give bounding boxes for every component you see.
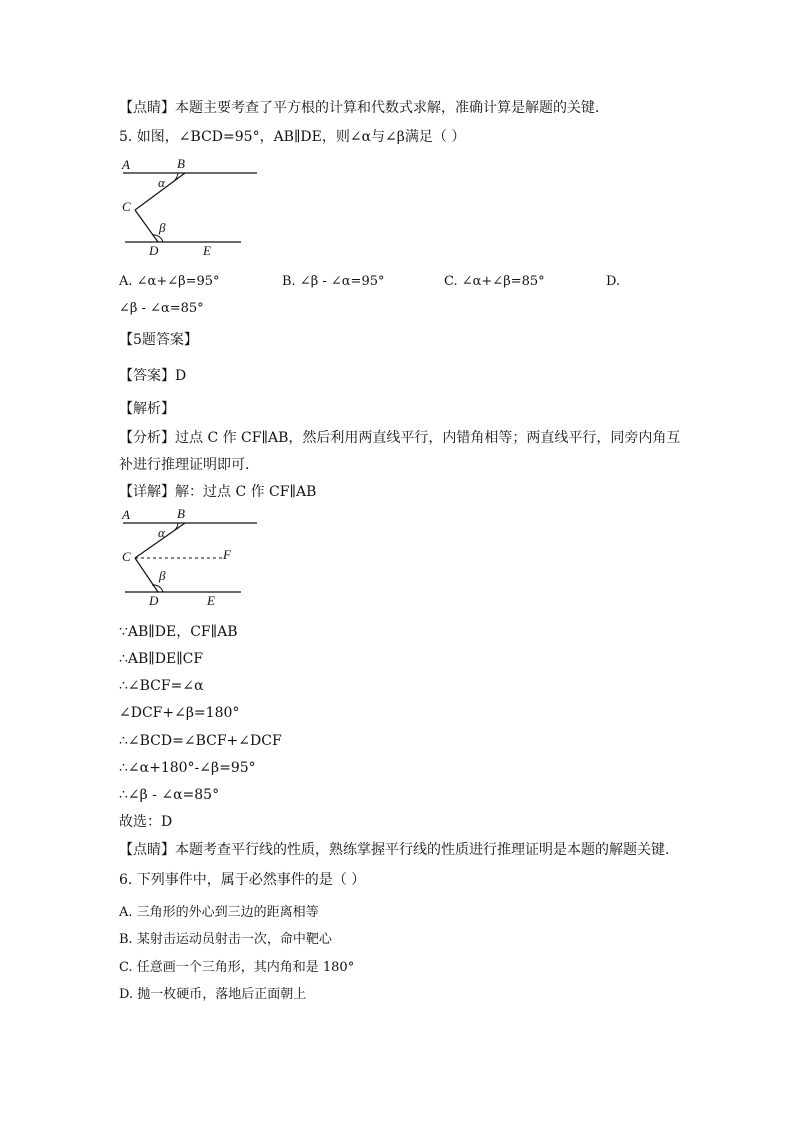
label-D: D <box>149 243 159 258</box>
label-A: A <box>122 157 130 172</box>
fenxi-line-1: 【分析】过点 C 作 CF∥AB，然后利用两直线平行，内错角相等；两直线平行，同旁内角互 <box>119 430 681 446</box>
label-alpha: α <box>158 175 165 190</box>
step-2: ∴AB∥DE∥CF <box>119 651 204 667</box>
figure-1 <box>115 155 265 260</box>
label-C: C <box>122 549 131 564</box>
label-beta: β <box>159 568 166 583</box>
step-5: ∴∠BCD=∠BCF+∠DCF <box>119 733 282 749</box>
answer-title: 【5题答案】 <box>119 332 198 348</box>
label-E: E <box>203 243 211 258</box>
option-b: B. ∠β - ∠α=95° <box>282 274 385 289</box>
label-alpha: α <box>158 525 165 540</box>
question-6-stem: 6. 下列事件中，属于必然事件的是（ ） <box>119 872 366 888</box>
dianjing-line-2: 【点睛】本题考查平行线的性质，熟练掌握平行线的性质进行推理证明是本题的解题关键. <box>119 842 670 858</box>
fenxi-line-2: 补进行推理证明即可. <box>119 457 250 473</box>
option-d-content: ∠β - ∠α=85° <box>119 301 204 316</box>
label-B: B <box>177 506 185 521</box>
option-d: D. <box>606 274 621 289</box>
label-B: B <box>177 156 185 171</box>
option-c: C. ∠α+∠β=85° <box>444 274 545 289</box>
figure-2 <box>115 505 265 610</box>
answer-line: 【答案】D <box>119 368 187 384</box>
label-D: D <box>149 593 159 608</box>
step-6: ∴∠α+180°-∠β=95° <box>119 760 256 776</box>
step-1: ∵AB∥DE，CF∥AB <box>119 624 238 640</box>
dianjing-line-1: 【点睛】本题主要考查了平方根的计算和代数式求解，准确计算是解题的关键． <box>119 100 609 116</box>
step-3: ∴∠BCF=∠α <box>119 678 204 694</box>
q6-option-b: B. 某射击运动员射击一次，命中靶心 <box>119 932 332 947</box>
label-E: E <box>207 593 215 608</box>
step-7: ∴∠β - ∠α=85° <box>119 787 220 803</box>
option-a: A. ∠α+∠β=95° <box>119 274 220 289</box>
label-beta: β <box>159 220 166 235</box>
q6-option-c: C. 任意画一个三角形，其内角和是 180° <box>119 960 355 975</box>
q6-option-a: A. 三角形的外心到三边的距离相等 <box>119 905 319 920</box>
jiexi-heading: 【解析】 <box>119 401 175 417</box>
step-8: 故选：D <box>119 814 173 830</box>
label-A: A <box>122 507 130 522</box>
step-4: ∠DCF+∠β=180° <box>119 705 240 721</box>
q6-option-d: D. 抛一枚硬币，落地后正面朝上 <box>119 987 307 1002</box>
label-C: C <box>122 199 131 214</box>
question-5-stem: 5. 如图，∠BCD=95°，AB∥DE，则∠α与∠β满足（ ） <box>119 129 466 145</box>
xiangjie-line: 【详解】解：过点 C 作 CF∥AB <box>119 484 317 500</box>
label-F: F <box>223 547 231 562</box>
